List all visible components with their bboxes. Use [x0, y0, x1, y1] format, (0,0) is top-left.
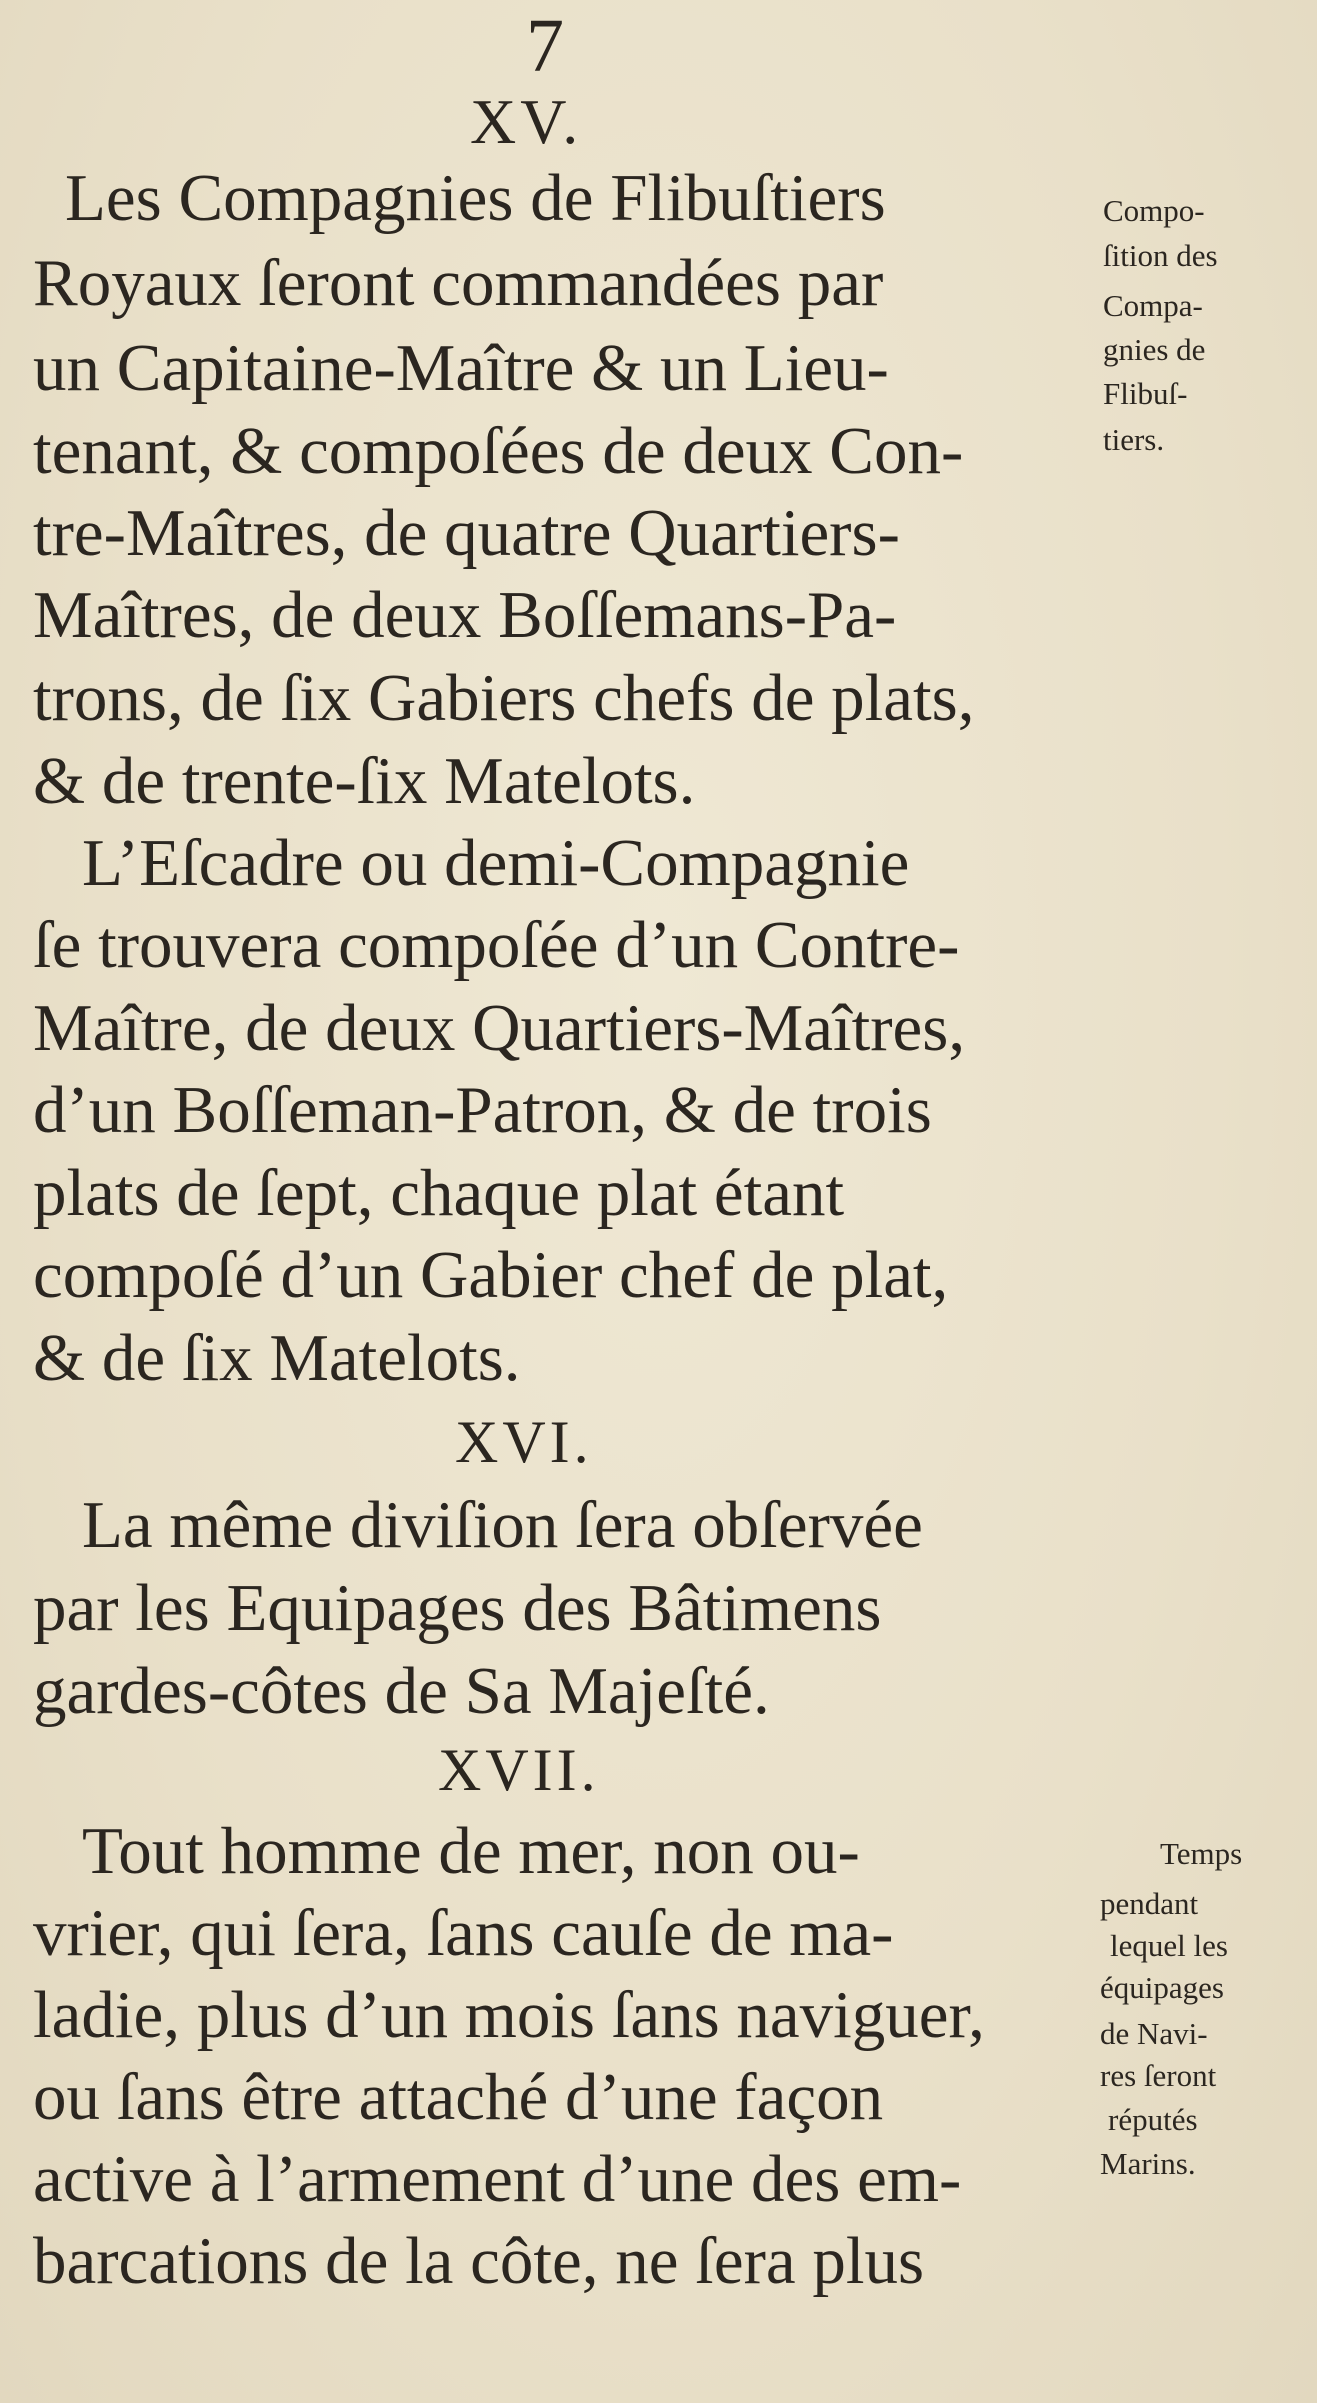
- margin-note-line: Compa-: [1103, 288, 1203, 323]
- text-line: Royaux ſeront commandées par: [33, 246, 884, 320]
- page-number: 7: [526, 4, 564, 88]
- text-line: trons, de ſix Gabiers chefs de plats,: [33, 661, 975, 735]
- text-line: tenant, & compoſées de deux Con-: [33, 414, 964, 488]
- margin-note-line: réputés: [1108, 2102, 1198, 2137]
- margin-note-line: Marins.: [1100, 2146, 1196, 2181]
- text-line: barcations de la côte, ne ſera plus: [33, 2224, 925, 2298]
- margin-note-line: Compo-: [1103, 193, 1205, 228]
- text-line: tre-Maîtres, de quatre Quartiers-: [33, 496, 900, 570]
- text-line: par les Equipages des Bâtimens: [33, 1571, 882, 1645]
- section-heading-xvi: XVI.: [455, 1409, 593, 1475]
- margin-note-line: Temps: [1160, 1836, 1243, 1871]
- text-line: un Capitaine-Maître & un Lieu-: [33, 331, 889, 405]
- text-line: L’Eſcadre ou demi-Compagnie: [82, 826, 910, 900]
- text-line: Les Compagnies de Flibuſtiers: [65, 161, 886, 235]
- text-line: La même diviſion ſera obſervée: [82, 1488, 923, 1562]
- text-line: active à l’armement d’une des em-: [33, 2142, 962, 2216]
- text-line: ladie, plus d’un mois ſans naviguer,: [33, 1978, 985, 2052]
- margin-note-line: Flibuſ-: [1103, 376, 1188, 411]
- margin-note-line: res ſeront: [1100, 2058, 1217, 2093]
- text-line: Maîtres, de deux Boſſemans-Pa-: [33, 578, 897, 652]
- text-line: compoſé d’un Gabier chef de plat,: [33, 1238, 949, 1312]
- margin-note-line: équipages: [1100, 1970, 1224, 2005]
- section-heading-xvii: XVII.: [438, 1737, 600, 1803]
- margin-note-line: de Navi-: [1100, 2016, 1208, 2051]
- margin-note-line: lequel les: [1110, 1928, 1228, 1963]
- margin-note-line: ſition des: [1103, 238, 1218, 273]
- text-line: Tout homme de mer, non ou-: [82, 1814, 860, 1888]
- text-line: Maître, de deux Quartiers-Maîtres,: [33, 991, 966, 1065]
- text-line: ſe trouvera compoſée d’un Contre-: [33, 908, 960, 982]
- margin-note-line: tiers.: [1103, 422, 1165, 457]
- text-line: plats de ſept, chaque plat étant: [33, 1156, 845, 1230]
- text-line: ou ſans être attaché d’une façon: [33, 2060, 884, 2134]
- text-line: gardes-côtes de Sa Majeſté.: [33, 1654, 770, 1728]
- text-line: d’un Boſſeman-Patron, & de trois: [33, 1073, 932, 1147]
- margin-note-line: gnies de: [1103, 332, 1206, 367]
- text-line: vrier, qui ſera, ſans cauſe de ma-: [33, 1896, 894, 1970]
- text-line: & de trente-ſix Matelots.: [33, 744, 696, 818]
- section-heading-xv: XV.: [470, 86, 583, 157]
- margin-note-line: pendant: [1100, 1886, 1199, 1921]
- text-line: & de ſix Matelots.: [33, 1321, 521, 1395]
